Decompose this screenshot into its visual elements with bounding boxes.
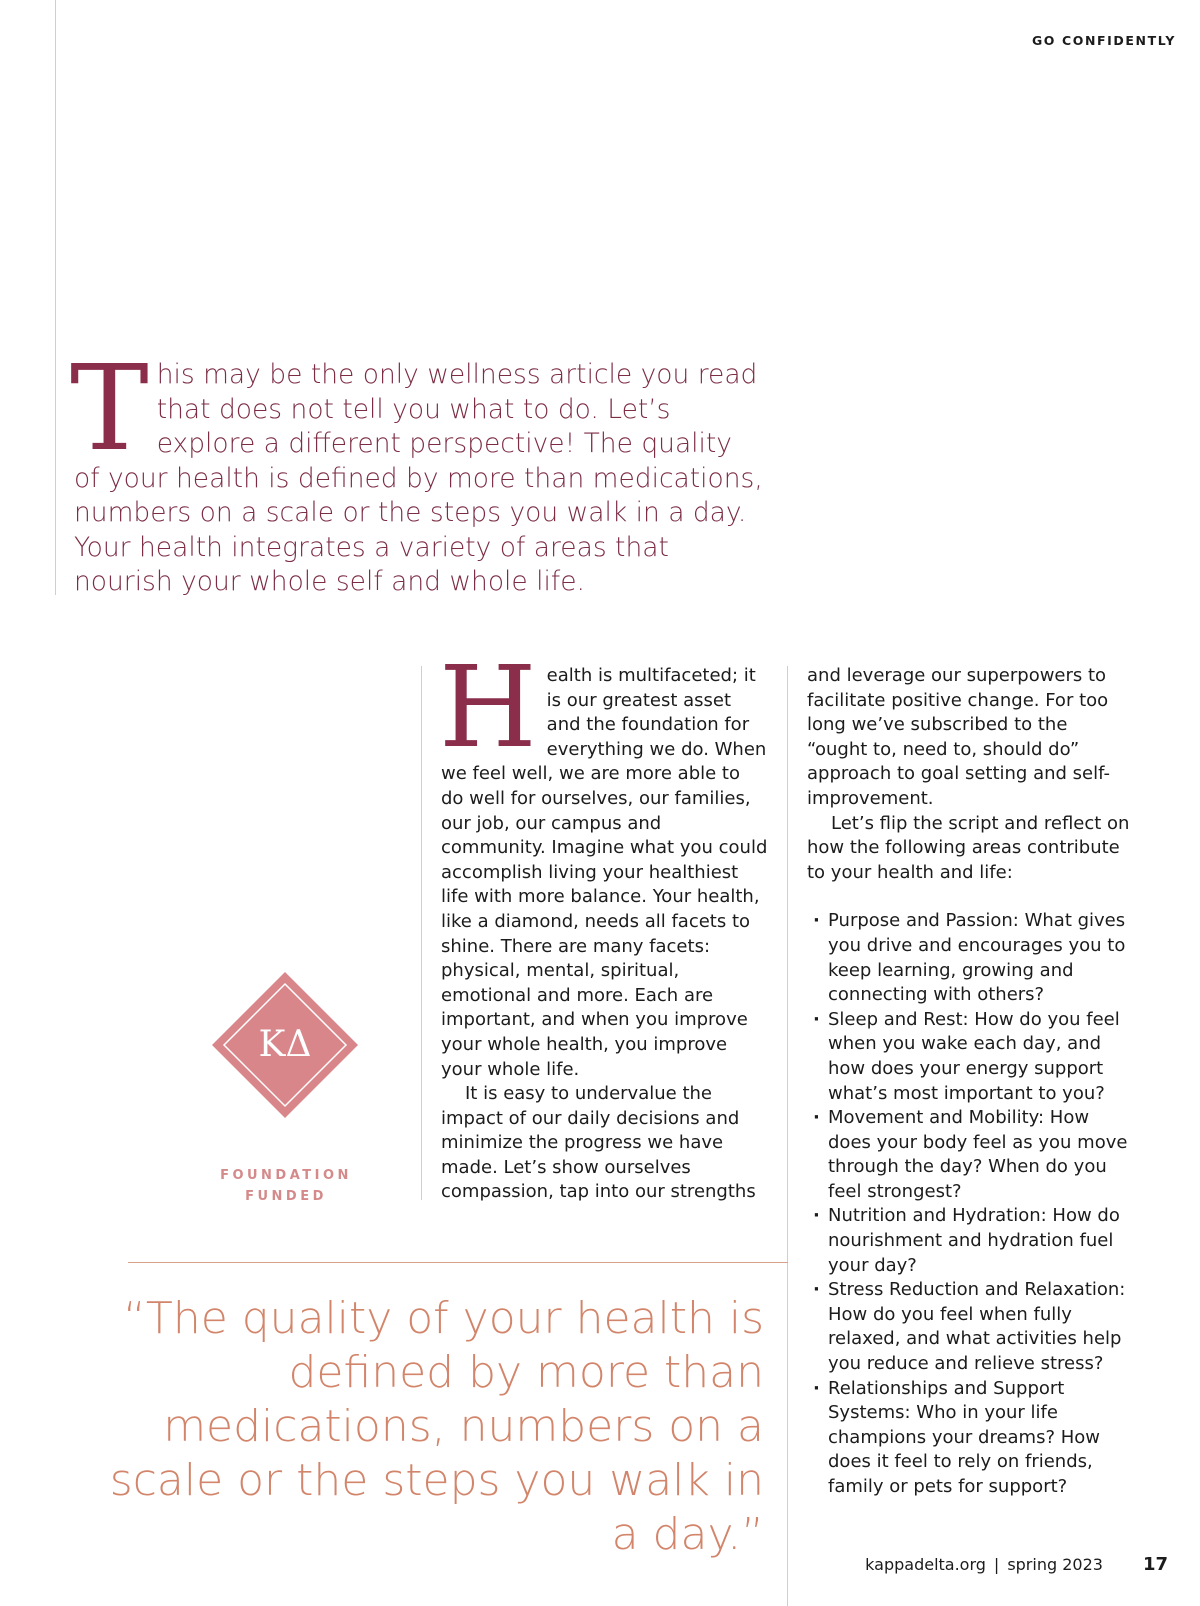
- intro-paragraph: [70, 339, 764, 600]
- section-label: GO CONFIDENTLY: [1031, 33, 1176, 48]
- wellness-areas-list: [807, 909, 1132, 1499]
- body-paragraph-2: It is easy to undervalue the impact of our daily decisions and minimize the progress we have made. Let’s show ourselves compassion, tap into our strengths: [441, 1083, 756, 1203]
- body-paragraph-4: Let’s flip the script and reflect on how the following areas contribute to your health and life:: [807, 812, 1130, 883]
- footer-issue: spring 2023: [1007, 1555, 1103, 1574]
- funded-line: FUNDED: [245, 1189, 327, 1204]
- page-number: 17: [1142, 1554, 1168, 1575]
- foundation-funded-label: [190, 1165, 382, 1207]
- kappa-delta-diamond-emblem: [210, 970, 360, 1120]
- footer-separator: |: [993, 1555, 1000, 1574]
- body-paragraph-3: and leverage our superpowers to facilitate positive change. For too long we’ve subscribed to the “ought to, need to, should do” approach to goal setting and self-improvement.: [807, 665, 1110, 809]
- list-item: · Purpose and Passion: What gives you drive and encourages you to keep learning, growing and connecting with others?: [807, 909, 1132, 1007]
- list-item: · Nutrition and Hydration: How do nourishment and hydration fuel your day?: [807, 1204, 1132, 1278]
- emblem-letters: KΔ: [258, 1024, 312, 1065]
- list-item: · Sleep and Rest: How do you feel when you wake each day, and how does your energy support what’s most important to you?: [807, 1008, 1132, 1106]
- pull-quote-rule: [128, 1262, 788, 1263]
- body-drop-cap: H: [439, 643, 537, 773]
- body-column-1: [439, 643, 768, 1205]
- page-footer: [865, 1554, 1168, 1575]
- footer-site: kappadelta.org: [865, 1555, 986, 1574]
- column-rule-right: [787, 666, 788, 1606]
- pull-quote: “The quality of your health is defined by more than medications, numbers on a scale or the steps you walk in a day.”: [109, 1293, 764, 1560]
- column-rule-left: [421, 666, 422, 1200]
- body-paragraph-1: [439, 643, 768, 1082]
- list-item: · Movement and Mobility: How does your body feel as you move through the day? When do you feel strongest?: [807, 1106, 1132, 1204]
- left-margin-rule: [55, 0, 56, 595]
- list-item: · Relationships and Support Systems: Who in your life champions your dreams? How does it feel to rely on friends, family or pets for support?: [807, 1377, 1132, 1500]
- body-column-2: [807, 664, 1132, 1500]
- body-paragraph-1-text: ealth is multifaceted; it is our greatest asset and the foundation for everything we do. When we feel well, we are more able to do well for ourselves, our families, our job, our campus and community. Imagine what you could accomplish living your healthiest life with more balance. Your health, like a diamond, needs all facets to shine. There are many facets: physical, mental, spiritual, emotional and more. Each are important, and when you improve your whole health, you improve your whole life.: [441, 665, 768, 1080]
- list-item: · Stress Reduction and Relaxation: How do you feel when fully relaxed, and what activities help you reduce and relieve stress?: [807, 1278, 1132, 1376]
- intro-drop-cap: T: [70, 339, 149, 477]
- intro-text: his may be the only wellness article you read that does not tell you what to do. Let’s explore a different perspective! The quality of your health is defined by more than medications, numbers on a scale or the steps you walk in a day. Your health integrates a variety of areas that nourish your whole self and whole life.: [74, 359, 763, 597]
- foundation-line: FOUNDATION: [220, 1168, 352, 1183]
